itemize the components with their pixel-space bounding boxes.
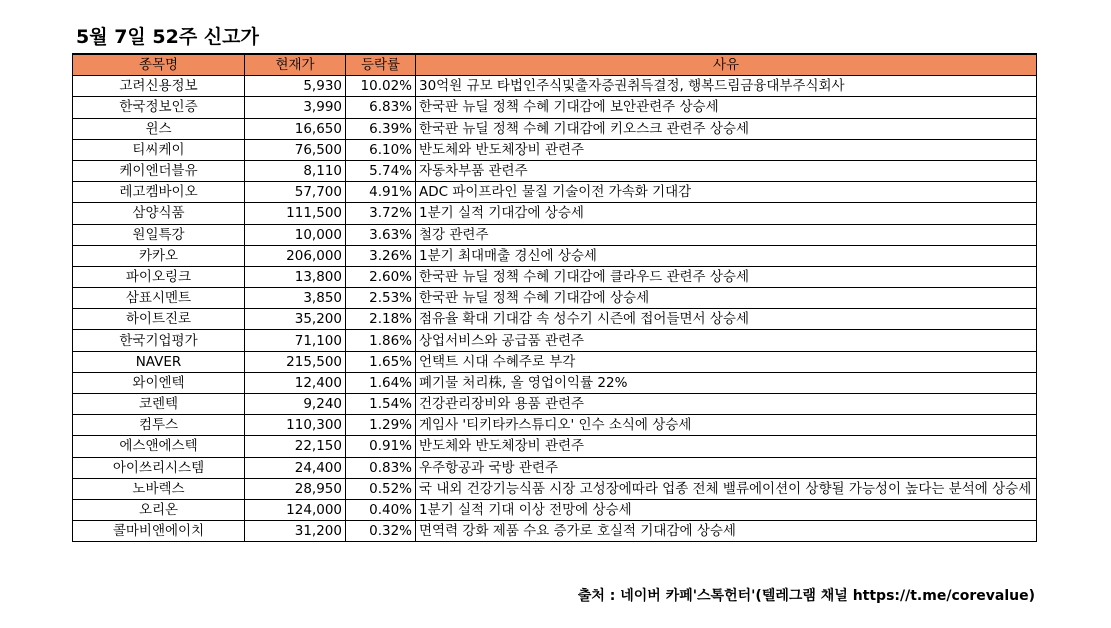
current-price: 24,400 <box>245 457 346 478</box>
stock-name: 고려신용정보 <box>73 76 245 97</box>
reason-text: ADC 파이프라인 물질 기술이전 가속화 기대감 <box>416 182 1037 203</box>
stock-name: 아이쓰리시스템 <box>73 457 245 478</box>
stock-name: 파이오링크 <box>73 266 245 287</box>
stock-name: 카카오 <box>73 245 245 266</box>
change-rate: 6.83% <box>346 97 416 118</box>
current-price: 22,150 <box>245 436 346 457</box>
page-title: 5월 7일 52주 신고가 <box>76 26 259 48</box>
reason-text: 한국판 뉴딜 정책 수혜 기대감에 키오스크 관련주 상승세 <box>416 118 1037 139</box>
stock-name: NAVER <box>73 351 245 372</box>
table-row <box>73 288 1037 309</box>
stock-name: 오리온 <box>73 499 245 520</box>
change-rate: 0.91% <box>346 436 416 457</box>
current-price: 5,930 <box>245 76 346 97</box>
reason-text: 1분기 최대매출 경신에 상승세 <box>416 245 1037 266</box>
stock-name: 와이엔텍 <box>73 372 245 393</box>
table-row <box>73 203 1037 224</box>
header-reason: 사유 <box>416 54 1037 76</box>
stock-name: 에스앤에스텍 <box>73 436 245 457</box>
table-row <box>73 118 1037 139</box>
current-price: 3,850 <box>245 288 346 309</box>
table-row <box>73 436 1037 457</box>
reason-text: 언택트 시대 수혜주로 부각 <box>416 351 1037 372</box>
change-rate: 6.10% <box>346 139 416 160</box>
change-rate: 1.86% <box>346 330 416 351</box>
table-row <box>73 330 1037 351</box>
reason-text: 반도체와 반도체장비 관련주 <box>416 139 1037 160</box>
current-price: 206,000 <box>245 245 346 266</box>
change-rate: 1.64% <box>346 372 416 393</box>
reason-text: 한국판 뉴딜 정책 수혜 기대감에 상승세 <box>416 288 1037 309</box>
table-row <box>73 478 1037 499</box>
reason-text: 한국판 뉴딜 정책 수혜 기대감에 보안관련주 상승세 <box>416 97 1037 118</box>
current-price: 215,500 <box>245 351 346 372</box>
stock-name: 컴투스 <box>73 415 245 436</box>
change-rate: 3.72% <box>346 203 416 224</box>
current-price: 124,000 <box>245 499 346 520</box>
current-price: 57,700 <box>245 182 346 203</box>
header-change-rate: 등락률 <box>346 54 416 76</box>
change-rate: 3.63% <box>346 224 416 245</box>
reason-text: 우주항공과 국방 관련주 <box>416 457 1037 478</box>
table-row <box>73 182 1037 203</box>
stock-name: 한국정보인증 <box>73 97 245 118</box>
current-price: 12,400 <box>245 372 346 393</box>
stock-name: 티씨케이 <box>73 139 245 160</box>
stock-name: 원일특강 <box>73 224 245 245</box>
table-row <box>73 415 1037 436</box>
current-price: 71,100 <box>245 330 346 351</box>
change-rate: 0.52% <box>346 478 416 499</box>
change-rate: 5.74% <box>346 160 416 181</box>
header-current-price: 현재가 <box>245 54 346 76</box>
reason-text: 점유율 확대 기대감 속 성수기 시즌에 접어들면서 상승세 <box>416 309 1037 330</box>
header-stock-name: 종목명 <box>73 54 245 76</box>
stock-name: 콜마비앤에이치 <box>73 521 245 542</box>
table-row <box>73 394 1037 415</box>
change-rate: 0.40% <box>346 499 416 520</box>
table-row <box>73 139 1037 160</box>
stock-table <box>72 53 1037 542</box>
current-price: 28,950 <box>245 478 346 499</box>
table-row <box>73 97 1037 118</box>
stock-name: 노바렉스 <box>73 478 245 499</box>
current-price: 110,300 <box>245 415 346 436</box>
reason-text: 폐기물 처리株, 올 영업이익률 22% <box>416 372 1037 393</box>
table-row <box>73 457 1037 478</box>
reason-text: 한국판 뉴딜 정책 수혜 기대감에 클라우드 관련주 상승세 <box>416 266 1037 287</box>
current-price: 35,200 <box>245 309 346 330</box>
current-price: 13,800 <box>245 266 346 287</box>
table-row <box>73 372 1037 393</box>
stock-name: 삼표시멘트 <box>73 288 245 309</box>
change-rate: 6.39% <box>346 118 416 139</box>
change-rate: 2.53% <box>346 288 416 309</box>
change-rate: 1.29% <box>346 415 416 436</box>
stock-name: 케이엔더블유 <box>73 160 245 181</box>
current-price: 3,990 <box>245 97 346 118</box>
reason-text: 면역력 강화 제품 수요 증가로 호실적 기대감에 상승세 <box>416 521 1037 542</box>
current-price: 9,240 <box>245 394 346 415</box>
table-row <box>73 499 1037 520</box>
current-price: 31,200 <box>245 521 346 542</box>
reason-text: 건강관리장비와 용품 관련주 <box>416 394 1037 415</box>
stock-name: 삼양식품 <box>73 203 245 224</box>
table-row <box>73 76 1037 97</box>
table-row <box>73 224 1037 245</box>
current-price: 8,110 <box>245 160 346 181</box>
table-row <box>73 245 1037 266</box>
stock-name: 코렌텍 <box>73 394 245 415</box>
table-header-row <box>73 54 1037 76</box>
change-rate: 1.54% <box>346 394 416 415</box>
reason-text: 1분기 실적 기대 이상 전망에 상승세 <box>416 499 1037 520</box>
reason-text: 상업서비스와 공급품 관련주 <box>416 330 1037 351</box>
change-rate: 10.02% <box>346 76 416 97</box>
stock-name: 하이트진로 <box>73 309 245 330</box>
current-price: 16,650 <box>245 118 346 139</box>
table-body <box>73 76 1037 542</box>
change-rate: 0.32% <box>346 521 416 542</box>
source-note: 출처 : 네이버 카페'스톡헌터'(텔레그램 채널 https://t.me/corevalue) <box>577 588 1035 604</box>
stock-name: 윈스 <box>73 118 245 139</box>
change-rate: 1.65% <box>346 351 416 372</box>
current-price: 10,000 <box>245 224 346 245</box>
reason-text: 반도체와 반도체장비 관련주 <box>416 436 1037 457</box>
change-rate: 3.26% <box>346 245 416 266</box>
table-row <box>73 351 1037 372</box>
table-row <box>73 266 1037 287</box>
reason-text: 1분기 실적 기대감에 상승세 <box>416 203 1037 224</box>
table-row <box>73 521 1037 542</box>
change-rate: 0.83% <box>346 457 416 478</box>
reason-text: 게임사 '티키타카스튜디오' 인수 소식에 상승세 <box>416 415 1037 436</box>
change-rate: 2.18% <box>346 309 416 330</box>
change-rate: 2.60% <box>346 266 416 287</box>
reason-text: 철강 관련주 <box>416 224 1037 245</box>
reason-text: 국 내외 건강기능식품 시장 고성장에따라 업종 전체 밸류에이션이 상향될 가능성이 높다는 분석에 상승세 <box>416 478 1037 499</box>
table-row <box>73 160 1037 181</box>
reason-text: 자동차부품 관련주 <box>416 160 1037 181</box>
stock-name: 레고켐바이오 <box>73 182 245 203</box>
change-rate: 4.91% <box>346 182 416 203</box>
stock-name: 한국기업평가 <box>73 330 245 351</box>
reason-text: 30억원 규모 타법인주식및출자증권취득결정, 행복드림금융대부주식회사 <box>416 76 1037 97</box>
current-price: 111,500 <box>245 203 346 224</box>
current-price: 76,500 <box>245 139 346 160</box>
table-row <box>73 309 1037 330</box>
